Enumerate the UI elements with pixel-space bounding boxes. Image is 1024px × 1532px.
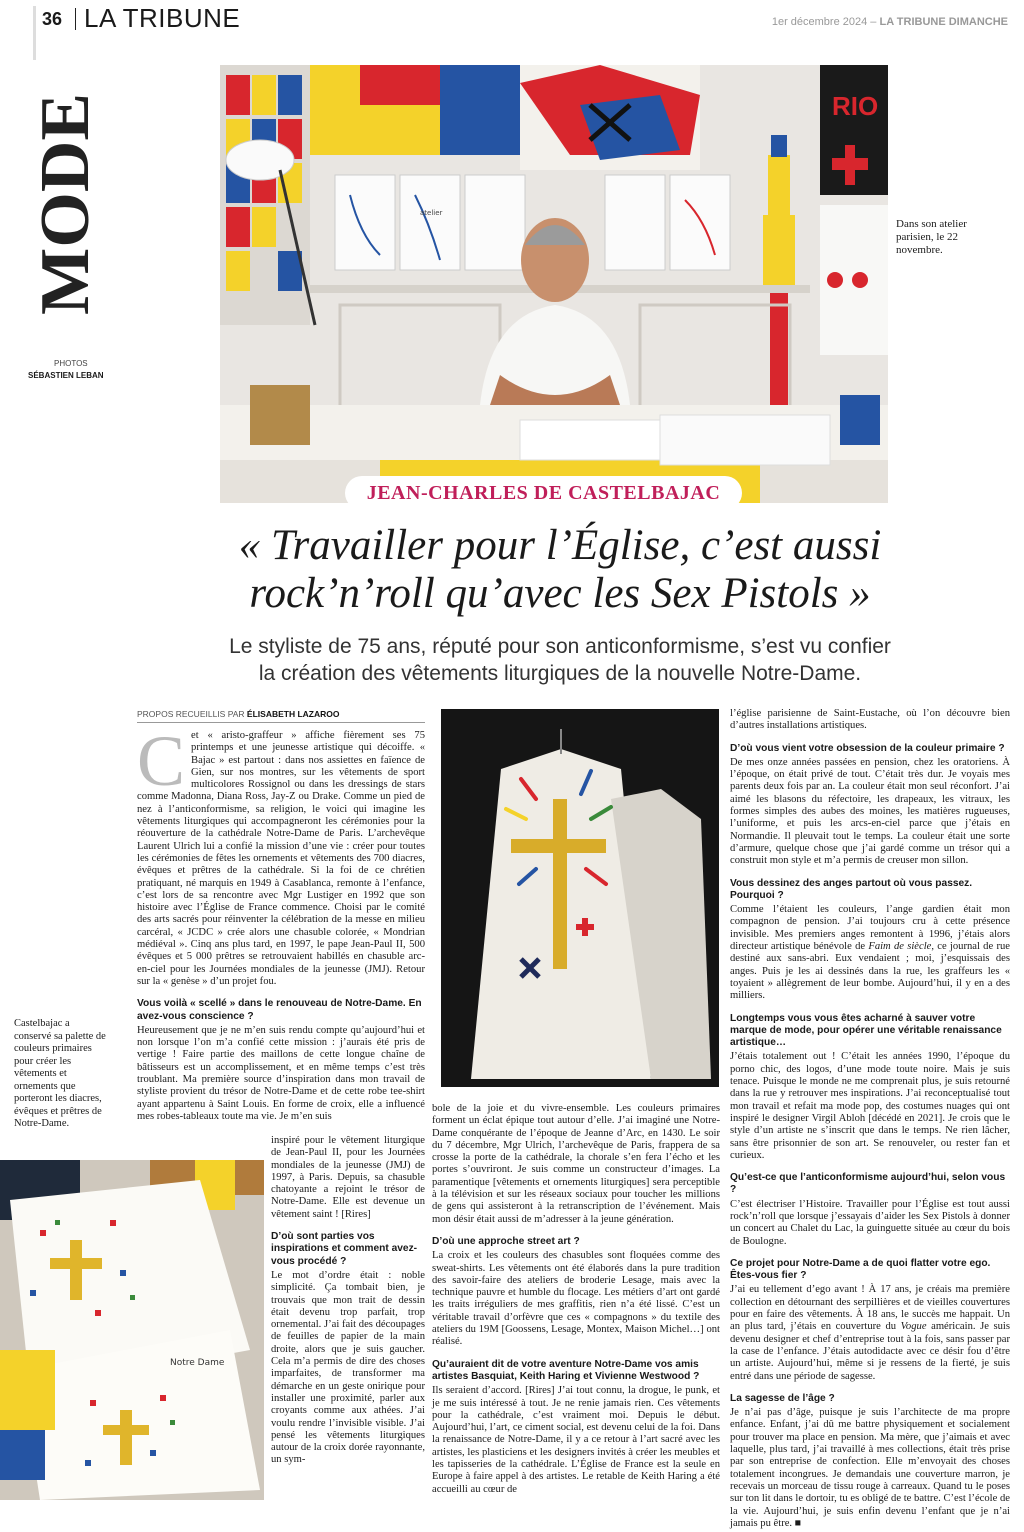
sketch-text: Notre Dame bbox=[170, 1358, 225, 1368]
article-column-1 bbox=[137, 721, 425, 1125]
sketch-photo bbox=[0, 1160, 264, 1500]
answer-9-title: Vogue bbox=[900, 1321, 927, 1333]
header-divider bbox=[75, 8, 76, 30]
photo-credit bbox=[28, 358, 104, 382]
sketch-photo-illustration bbox=[0, 1160, 264, 1500]
corner-wedge-decoration bbox=[0, 0, 40, 60]
answer-4: Ils seraient d’accord. [Rires] J’ai tout connu, la drogue, le punk, et je me suis intéressé à tout. Je ne renie jamais rien. Ces vêtements pour la cathédrale, c’est vraiment moi. Depuis le début. Aujourd’hui, l’art, ce ciment social, est devenu celui de la foi. Dans la renaissance de Notre-Dame, il y a ce retour à l’art sacré avec les artistes, les plasticiens et les designers invités à créer les meubles et les tapisseries de la cathédrale. L’Église de France est la seule en Europe à faire appel à des artistes. Le retable de Keith Haring a été accueilli au cœur de bbox=[432, 1385, 720, 1495]
answer-9-part-1: J’ai eu tellement d’ego avant ! À 17 ans, je créais ma première collection en détournant des serpillières et de vieilles couvertures pour en faire des vêtements. À 18 ans, le succès me happait. Un an plus tard, j’étais en couverture du bbox=[730, 1284, 1010, 1333]
question-3: D’où une approche street art ? bbox=[432, 1235, 580, 1247]
question-5: D’où vous vient votre obsession de la couleur primaire ? bbox=[730, 742, 1005, 754]
hero-art-text: RIO bbox=[832, 91, 879, 121]
deck-line-1: Le styliste de 75 ans, réputé pour son anticonformisme, s’est vu confier bbox=[229, 635, 891, 658]
answer-9-part-2: américain. Je suis devenu designer et chef d’entreprise tout à la fois, sans passer par la case de l’enfance. J’étais autodidacte avec ce désir fou d’être un artiste. Aujourd’hui, même si je ressens de la fierté, je suis entré dans une période de sagesse. bbox=[730, 1321, 1010, 1382]
question-2: D’où sont parties vos inspirations et comment avez-vous procédé ? bbox=[271, 1231, 418, 1267]
photo-credit-name: SÉBASTIEN LEBAN bbox=[28, 371, 104, 380]
byline-author: ÉLISABETH LAZAROO bbox=[246, 709, 340, 719]
article-deck bbox=[130, 633, 990, 687]
headline-line-1: « Travailler pour l’Église, c’est aussi bbox=[238, 522, 882, 569]
answer-1: Heureusement que je ne m’en suis rendu compte qu’aujourd’hui et non lorsque l’on m’a confié cette mission : j’aurais été pris de vertige ! Faire partie des maillons de cette longue chaîne de bâtisseurs est un accomplissement, et en même temps c’est très troublant. Ma première source d’inspiration dans mon travail de styliste provient du trésor de Notre-Dame et de cette robe tee-shirt ayant appartenu à Saint Louis. En forme de croix, elle a influencé mes robes-tableaux toute ma vie. Je m’en suis bbox=[137, 1024, 425, 1122]
page-number: 36 bbox=[42, 9, 63, 29]
article-column-3 bbox=[730, 708, 1010, 1532]
question-7: Longtemps vous vous êtes acharné à sauver votre marque de mode, pour opérer une véritable renaissance artistique… bbox=[730, 1012, 1002, 1049]
question-9: Ce projet pour Notre-Dame a de quoi flatter votre ego. Êtes-vous fier ? bbox=[730, 1257, 991, 1282]
subject-name-banner: JEAN-CHARLES DE CASTELBAJAC bbox=[345, 476, 742, 510]
svg-text:atelier: atelier bbox=[420, 209, 443, 217]
edition-name: LA TRIBUNE DIMANCHE bbox=[879, 16, 1008, 28]
hero-photo bbox=[220, 65, 888, 503]
answer-6 bbox=[730, 904, 1010, 1002]
publication-brand: LA TRIBUNE bbox=[84, 3, 241, 33]
hero-photo-caption: Dans son atelier parisien, le 22 novembre. bbox=[896, 218, 967, 256]
headline-line-2: rock’n’roll qu’avec les Sex Pistols » bbox=[249, 570, 871, 617]
question-6: Vous dessinez des anges partout où vous passez. Pourquoi ? bbox=[730, 877, 973, 901]
answer-3: La croix et les couleurs des chasubles sont floquées comme des sweat-shirts. Les vêtements ont été élaborés dans la pure tradition des savoir-faire des ateliers de broderie Lesage, mais avec la technique pauvre et humble du flocage. Les métiers d’art ont gardé les traits irréguliers de mes graffitis, rien n’a été lissé. C’est un véritable travail d’orfèvre que ces « compagnons » du textile des ateliers du 19M [Goossens, Lesage, Montex, Maison Michel…] ont réalisé. bbox=[432, 1250, 720, 1348]
vestment-photo-illustration bbox=[441, 709, 719, 1087]
answer-1-continued: inspiré pour le vêtement liturgique de Jean-Paul II, pour les Journées mondiales de la jeunesse (JMJ) de 1997, à Paris. Depuis, sa chasuble chatoyante a rejoint le trésor de Notre-Dame. Elle est devenue un vêtement saint ! [Rires] bbox=[271, 1135, 425, 1220]
question-4: Qu’auraient dit de votre aventure Notre-Dame vos amis artistes Basquiat, Keith Haring et Vivienne Westwood ? bbox=[432, 1358, 700, 1382]
intro-paragraph bbox=[137, 721, 425, 988]
answer-5: De mes onze années passées en pension, chez les oratoriens. À l’époque, on était privé de tout. C’était très dur. Je voyais mes parents deux fois par an. La couleur était mon seul réconfort. J’ai aimé les blasons du réfectoire, les drapeaux, les vitraux, les formes simples des aubes des moines, les matières rugueuses, l’uniforme, et puis les arcs-en-ciel parce que j’étais en Normandie. Il pleuvait tout le temps. La couleur était une sorte d’armure, quelque chose que j’ai gardé comme un trésor qui a construit mon style et m’a permis de creuser mon sillon. bbox=[730, 756, 1010, 867]
article-column-2 bbox=[432, 1103, 720, 1498]
article-headline bbox=[120, 522, 1000, 618]
deck-line-2: la création des vêtements liturgiques de la nouvelle Notre-Dame. bbox=[258, 662, 862, 685]
page-header bbox=[0, 0, 1024, 40]
answer-6-title: Faim de siècle bbox=[868, 941, 932, 953]
answer-4-continued: l’église parisienne de Saint-Eustache, où l’on découvre bien d’autres installations artistiques. bbox=[730, 708, 1010, 732]
rubric-text: MODE bbox=[27, 97, 104, 315]
answer-6-part-1: Comme l’étaient les couleurs, l’ange gardien était mon compagnon de pension. J’ai toujours cru à cette présence invisible. Mes premiers anges remontent à 1996, j’étais alors directeur artistique bénévole de bbox=[730, 904, 1010, 953]
article-column-1-continued bbox=[271, 1135, 425, 1469]
answer-7: J’étais totalement out ! C’était les années 1990, l’époque du porno chic, des logos, d’une mode toute noire. Mais je suis tenace. Puisque le monde ne me comprenait plus, je suis retourné dans la rue y retrouver mes inspirations. J’ai reconceptualisé tout mon travail et refait ma mode pop, des costumes nuages qui ont inspiré le designer Virgil Abloh [décédé en 2021]. Je crois que le style d’un artiste ne s’inscrit que dans le temps. Ne rien lâcher, sans être prisonnier de son art. Se renouveler, ou rester fan et curieux. bbox=[730, 1051, 1010, 1161]
photo-credit-label: PHOTOS bbox=[54, 359, 88, 368]
answer-9 bbox=[730, 1284, 1010, 1382]
answer-10: Je n’ai pas d’âge, puisque je suis l’architecte de ma propre enfance. Enfant, j’ai dû me battre physiquement et socialement pour trouver ma place en pension. Ma mère, que j’aimais et avec laquelle, plus tard, j’ai travaillé à mes collections, était très prise par son entreprise de confection. Elle m’envoyait des choses totalement incongrues. Je demandais une couverture marron, je recevais un morceau de tissu rouge à carreaux. Quand tu le poses sur ton lit dans le dortoir, tu es obligé de te battre. C’est l’école de la vie. Aujourd’hui, je suis enfin devenu l’enfant que je n’ai jamais pu être. ■ bbox=[730, 1407, 1010, 1529]
answer-6-part-2: , ce journal de rue destiné aux sans-abri. Eux vendaient ; moi, j’esquissais des anges. Puis je les ai dessinés dans la rue, les graffeurs les « toyaient » allègrement de leur bombe. Aujourd’hui, il y en a des milliers. bbox=[730, 941, 1010, 1002]
issue-dateline bbox=[772, 16, 1008, 28]
intro-text: et « aristo-graffeur » affiche fièrement ses 75 printemps et une jeunesse artistique qui décoiffe. « Bajac » est partout : dans nos assiettes en faïence de Gien, sur nos montres, sur les vêtements de sport multicolores Rossignol ou dans les dressings de stars comme Madonna, Diana Ross, Jay-Z ou Drake. Comme un pied de nez à l’anticonformisme, sa religion, le voici qui imagine les vêtements liturgiques qui accompagneront les cérémonies pour la réouverture de la cathédrale Notre-Dame de Paris. L’archevêque Laurent Ulrich lui a confié la mission d’une vie : créer pour toutes les cérémonies de fêtes les ornements et vêtements des 700 diacres, évêques et prêtres de la cathédrale. Si la foi de ce chrétien pratiquant, né marquis en 1949 à Casablanca, remonte à l’enfance, c’est lors de sa rencontre avec Mgr Lustiger en 1992 que son histoire avec l’Église de France commence. Choisi par le comité des arts sacrés pour réinventer la célébration de la messe en milieu carcéral, « JCDC » crée alors une chasuble colorée, « Mondrian médiéval ». Cinq ans plus tard, en 1997, le pape Jean-Paul II, 500 évêques et 5 000 prêtres se retrouvaient habillés en chasuble arc-en-ciel pour les Journées mondiales de la jeunesse (JMJ). Retour sur la « genèse » d’un projet fou. bbox=[137, 730, 425, 987]
section-rubric bbox=[27, 90, 104, 320]
vestment-photo bbox=[441, 709, 719, 1087]
question-8: Qu’est-ce que l’anticonformisme aujourd’hui, selon vous ? bbox=[730, 1172, 1006, 1196]
answer-2-continued: bole de la joie et du vivre-ensemble. Les couleurs primaires forment un éclat épique tout autour d’elle. J’ai imaginé une Notre-Dame conquérante de l’époque de Jeanne d’Arc, en 1430. Le soir du 7 décembre, Mgr Ulrich, l’archevêque de Paris, frappera de sa crosse la porte de la cathédrale, la chorale s’en fera l’écho et les portes s’ouvriront. Je suis comme un constructeur d’images. La paramentique [vêtements et ornements liturgiques] sera perceptible à la télévision et sur les réseaux sociaux pour toucher les millions de gens qui assisteront à la retranscription de l’événement. Mais mon désir était aussi de m’adresser à la jeune génération. bbox=[432, 1103, 720, 1225]
issue-date: 1er décembre 2024 – bbox=[771, 16, 877, 28]
question-10: La sagesse de l’âge ? bbox=[730, 1392, 835, 1404]
dropcap: C bbox=[137, 721, 186, 801]
answer-2: Le mot d’ordre était : noble simplicité. Ça tombait bien, je trouvais que mon trait de dessin était devenu trop parfait, trop ornemental. J’ai fait des découpages de feuilles de papier de la main droite, alors que je suis gaucher. Cela m’a permis de dire des choses imparfaites, de transformer ma démarche en un geste onirique pour installer une proximité, parler aux croyants comme aux athées. J’ai voulu rendre l’invisible visible. J’ai pensé les vêtements liturgiques autour de la croix dorée rayonnante, un sym- bbox=[271, 1269, 425, 1466]
sketch-photo-caption: Castelbajac a conservé sa palette de couleurs primaires pour créer les vêtements et ornements que porteront les diacres, évêques et prêtres de Notre-Dame. bbox=[14, 1018, 106, 1129]
byline-label: PROPOS RECUEILLIS PAR bbox=[137, 709, 245, 719]
rubric-vertical-text bbox=[27, 90, 104, 320]
question-1: Vous voilà « scellé » dans le renouveau de Notre-Dame. En avez-vous conscience ? bbox=[137, 998, 422, 1022]
answer-8: C’est électriser l’Histoire. Travailler pour l’Église est tout aussi rock’n’roll que lorsque j’essayais d’aider les Sex Pistols à donner un concert au Chalet du Lac, la guinguette située au cœur du bois de Boulogne. bbox=[730, 1198, 1010, 1247]
hero-photo-illustration bbox=[220, 65, 888, 503]
